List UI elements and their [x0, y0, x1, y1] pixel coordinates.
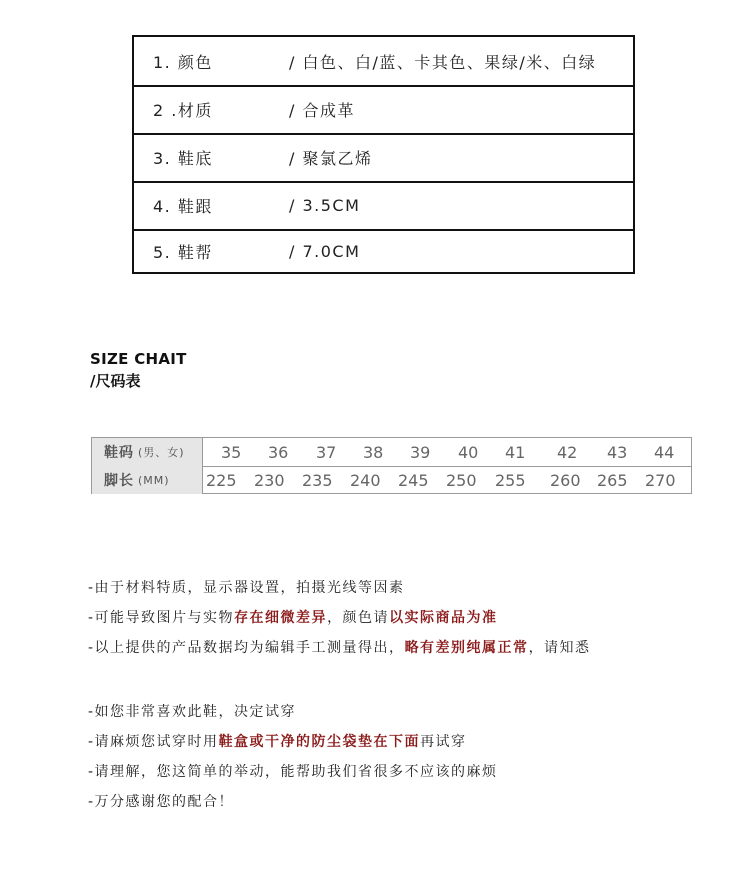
spec-row — [134, 181, 633, 231]
spec-key: 4. 鞋跟 — [153, 196, 213, 216]
size-cell: 240 — [350, 470, 381, 490]
size-cell: 43 — [607, 442, 628, 462]
size-row-shoe-size — [92, 438, 691, 467]
spec-value: / 聚氯乙烯 — [289, 148, 373, 168]
spec-value: / 合成革 — [289, 100, 355, 120]
size-cells — [203, 466, 691, 494]
note-line — [88, 607, 498, 627]
size-cell: 41 — [505, 442, 526, 462]
note-text: ，请知悉 — [528, 640, 591, 656]
spec-value: / 3.5CM — [289, 195, 361, 215]
note-text: 再试穿 — [420, 734, 467, 750]
size-cell: 255 — [495, 470, 526, 490]
note-line — [88, 577, 405, 597]
spec-row — [134, 229, 633, 274]
size-chart-title: SIZE CHAIT — [90, 350, 187, 368]
size-cell: 38 — [363, 442, 384, 462]
spec-key: 3. 鞋底 — [153, 148, 213, 168]
note-line — [88, 731, 467, 751]
size-row-foot-length — [92, 466, 691, 494]
note-text: -请麻烦您试穿时用 — [88, 734, 219, 750]
note-text: -可能导致图片与实物 — [88, 610, 235, 626]
size-cell: 230 — [254, 470, 285, 490]
spec-value: / 白色、白/蓝、卡其色、果绿/米、白绿 — [289, 52, 597, 72]
size-cell: 36 — [268, 442, 289, 462]
spec-key: 2 .材质 — [153, 100, 213, 120]
note-text: -如您非常喜欢此鞋，决定试穿 — [88, 704, 297, 720]
note-line — [88, 791, 234, 811]
size-cell: 225 — [206, 470, 237, 490]
note-highlight: 存在细微差异 — [234, 610, 328, 626]
spec-value: / 7.0CM — [289, 242, 361, 261]
spec-row — [134, 37, 633, 87]
note-highlight: 略有差别纯属正常 — [404, 640, 529, 656]
size-cell: 270 — [645, 470, 676, 490]
spec-row — [134, 133, 633, 183]
size-cell: 235 — [302, 470, 333, 490]
size-cell: 44 — [654, 442, 675, 462]
note-text: -万分感谢您的配合！ — [88, 794, 235, 810]
size-cell: 42 — [557, 442, 578, 462]
note-text: ，颜色请 — [327, 610, 390, 626]
size-row-sublabel: (MM) — [138, 473, 170, 487]
size-cell: 260 — [550, 470, 581, 490]
size-cell: 250 — [446, 470, 477, 490]
size-row-header — [92, 438, 203, 466]
size-cell: 37 — [316, 442, 337, 462]
size-row-sublabel: (男、女) — [138, 446, 185, 459]
note-line — [88, 761, 498, 781]
size-row-header — [92, 466, 203, 494]
spec-row — [134, 85, 633, 135]
size-row-label: 脚长 — [104, 473, 134, 489]
note-text: -请理解，您这简单的举动，能帮助我们省很多不应该的麻烦 — [88, 764, 498, 780]
note-highlight: 以实际商品为准 — [389, 610, 498, 626]
note-line — [88, 637, 591, 657]
spec-key: 5. 鞋帮 — [153, 243, 213, 262]
size-chart-subtitle: /尺码表 — [90, 372, 141, 390]
note-text: -由于材料特质，显示器设置，拍摄光线等因素 — [88, 580, 405, 596]
size-cell: 245 — [398, 470, 429, 490]
spec-table — [132, 35, 635, 274]
size-cells — [203, 438, 691, 466]
note-highlight: 鞋盒或干净的防尘袋垫在下面 — [218, 734, 421, 750]
size-table — [91, 437, 692, 494]
note-line — [88, 701, 296, 721]
spec-key: 1. 颜色 — [153, 52, 213, 72]
size-cell: 35 — [221, 442, 242, 462]
note-text: -以上提供的产品数据均为编辑手工测量得出， — [88, 640, 405, 656]
size-cell: 39 — [410, 442, 431, 462]
size-row-label: 鞋码 — [104, 445, 134, 461]
size-cell: 40 — [458, 442, 479, 462]
size-cell: 265 — [597, 470, 628, 490]
